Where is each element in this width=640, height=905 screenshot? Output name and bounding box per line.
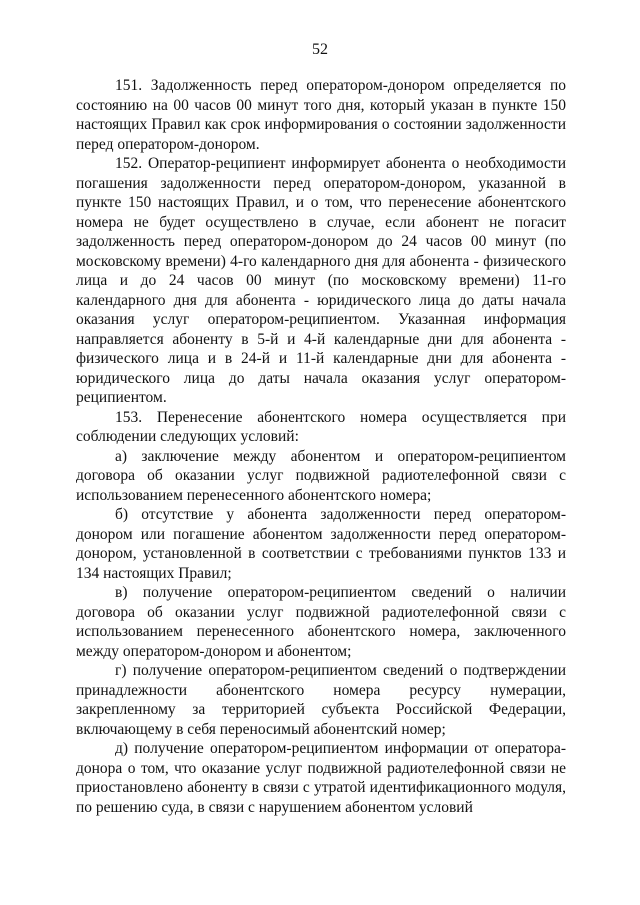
paragraph-153: 153. Перенесение абонентского номера осуществляется при соблюдении следующих условий: [76, 408, 566, 445]
condition-v: в) получение оператором-реципиентом сведений о наличии договора об оказании услуг подвижной радиотелефонной связи с использованием перенесенного абонентского номера, заключенного между оператором-донором и абонентом; [76, 584, 566, 660]
paragraph-152: 152. Оператор-реципиент информирует абонента о необходимости погашения задолженности перед оператором-донором, указанной в пункте 150 настоящих Правил, и о том, что перенесение абонентского номера не будет осуществлено в случае, если абонент не погасит задолженность перед оператором-донором до 24 часов 00 минут (по московскому времени) 4-го календарного дня для абонента - физического лица и до 24 часов 00 минут (по московскому времени) 11-го календарного дня для абонента - юридического лица до даты начала оказания услуг оператором-реципиентом. Указанная информация направляется абоненту в 5-й и 4-й календарные дни для абонента - физического лица и в 24-й и 11-й календарные дни для абонента - юридического лица до даты начала оказания услуг оператором-реципиентом. [76, 155, 566, 406]
condition-b: б) отсутствие у абонента задолженности перед оператором-донором или погашение абонентом задолженности перед оператором-донором, установленной в соответствии с требованиями пунктов 133 и 134 настоящих Правил; [76, 506, 566, 582]
paragraph-151: 151. Задолженность перед оператором-донором определяется по состоянию на 00 часов 00 минут того дня, который указан в пункте 150 настоящих Правил как срок информирования о состоянии задолженности перед оператором-донором. [76, 77, 566, 153]
page-number: 52 [312, 41, 328, 58]
document-body [76, 76, 566, 817]
condition-g: г) получение оператором-реципиентом сведений о подтверждении принадлежности абонентского номера ресурсу нумерации, закрепленному за территорией субъекта Российской Федерации, включающему в себя переносимый абонентский номер; [76, 662, 566, 738]
condition-d: д) получение оператором-реципиентом информации от оператора-донора о том, что оказание услуг подвижной радиотелефонной связи не приостановлено абоненту в связи с утратой идентификационного модуля, по решению суда, в связи с нарушением абонентом условий [76, 740, 566, 816]
condition-a: а) заключение между абонентом и оператором-реципиентом договора об оказании услуг подвижной радиотелефонной связи с использованием перенесенного абонентского номера; [76, 447, 566, 504]
